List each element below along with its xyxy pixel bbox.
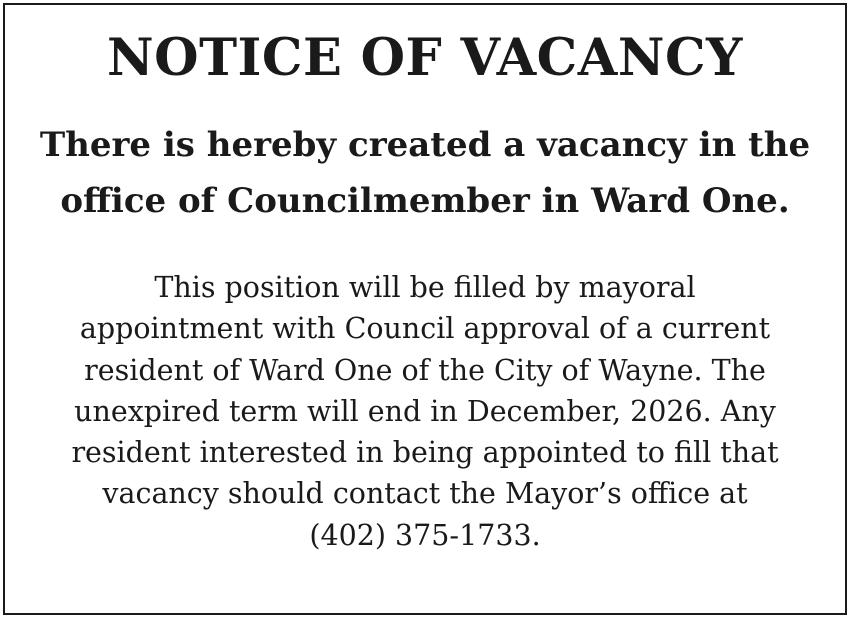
body-line: resident interested in being appointed to fill that [71, 436, 779, 470]
body-line: unexpired term will end in December, 2026. Any [74, 394, 776, 428]
body-line: resident of Ward One of the City of Wayne. The [84, 353, 766, 387]
notice-title: NOTICE OF VACANCY [107, 28, 743, 88]
notice-body [5, 267, 845, 556]
body-line: appointment with Council approval of a current [79, 312, 771, 346]
headline-line: There is hereby created a vacancy in the [39, 125, 811, 165]
phone-number: (402) 375-1733. [309, 518, 541, 552]
notice-frame [3, 3, 847, 615]
headline-line: office of Councilmember in Ward One. [60, 181, 790, 221]
notice-headline [5, 117, 845, 229]
body-line: vacancy should contact the Mayor’s office at [102, 477, 748, 511]
body-line: This position will be filled by mayoral [154, 271, 696, 304]
